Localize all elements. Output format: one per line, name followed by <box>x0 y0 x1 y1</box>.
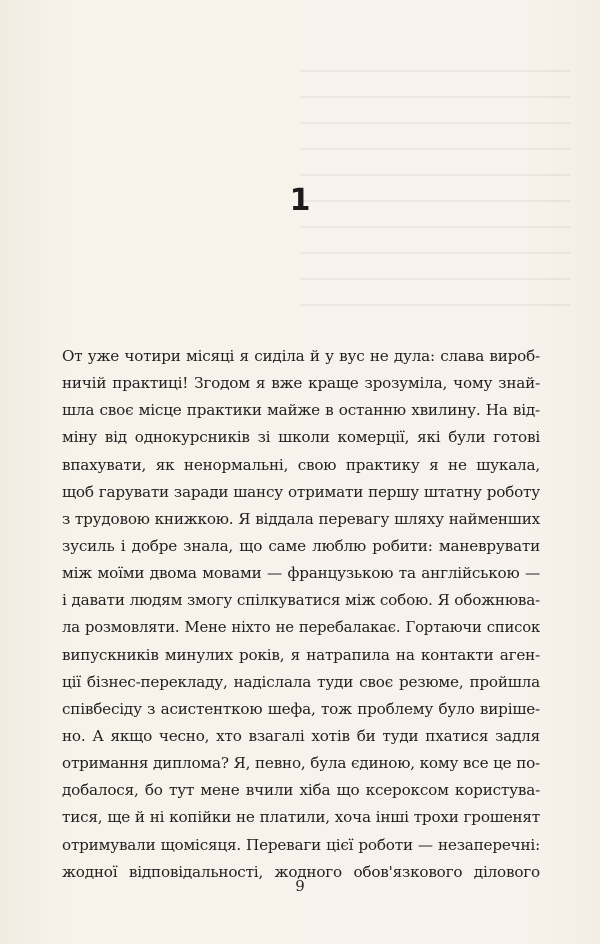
text-line: з трудовою книжкою. Я віддала перевагу шляху найменших <box>62 509 540 528</box>
text-line: і давати людям змогу спілкуватися між собою. Я обожнюва- <box>62 591 540 610</box>
text-line: випускників минулих років, я натрапила на контакти аген- <box>62 645 540 664</box>
text-line: шла своє місце практики майже в останню хвилину. На від- <box>62 401 540 420</box>
text-line: От уже чотири місяці я сиділа й у вус не дула: слава вироб- <box>62 347 540 365</box>
text-line: ничій практиці! Згодом я вже краще зрозуміла, чому знай- <box>62 374 540 393</box>
text-line: отримували щомісяця. Переваги цієї роботи — незаперечні: <box>62 835 540 854</box>
text-line: жодної відповідальності, жодного обов'язкового ділового <box>62 862 540 881</box>
text-line: між моїми двома мовами — французькою та англійською — <box>62 564 540 583</box>
text-line: ції бізнес-перекладу, надіслала туди своє резюме, пройшла <box>62 672 540 691</box>
text-line: тися, ще й ні копійки не платили, хоча інші трохи грошенят <box>62 808 540 827</box>
page-number: 9 <box>295 877 305 895</box>
chapter-number: 1 <box>289 183 311 218</box>
text-line: зусиль і добре знала, що саме люблю робити: маневрувати <box>62 536 540 555</box>
text-line: щоб гарувати заради шансу отримати першу штатну роботу <box>62 482 540 501</box>
text-line: співбесіду з асистенткою шефа, тож проблему було виріше- <box>62 699 540 718</box>
text-line: отримання диплома? Я, певно, була єдиною, кому все це по- <box>62 754 540 773</box>
text-line: но. А якщо чесно, хто взагалі хотів би туди пхатися задля <box>62 726 540 745</box>
text-line: впахувати, як ненормальні, свою практику я не шукала, <box>62 455 540 474</box>
text-line: добалося, бо тут мене вчили хіба що ксероксом користува- <box>62 781 540 800</box>
text-line: ла розмовляти. Мене ніхто не перебалакає. Гортаючи список <box>62 619 540 637</box>
body-paragraph <box>62 343 540 886</box>
text-line: міну від однокурсників зі школи комерції, які були готові <box>62 428 540 447</box>
